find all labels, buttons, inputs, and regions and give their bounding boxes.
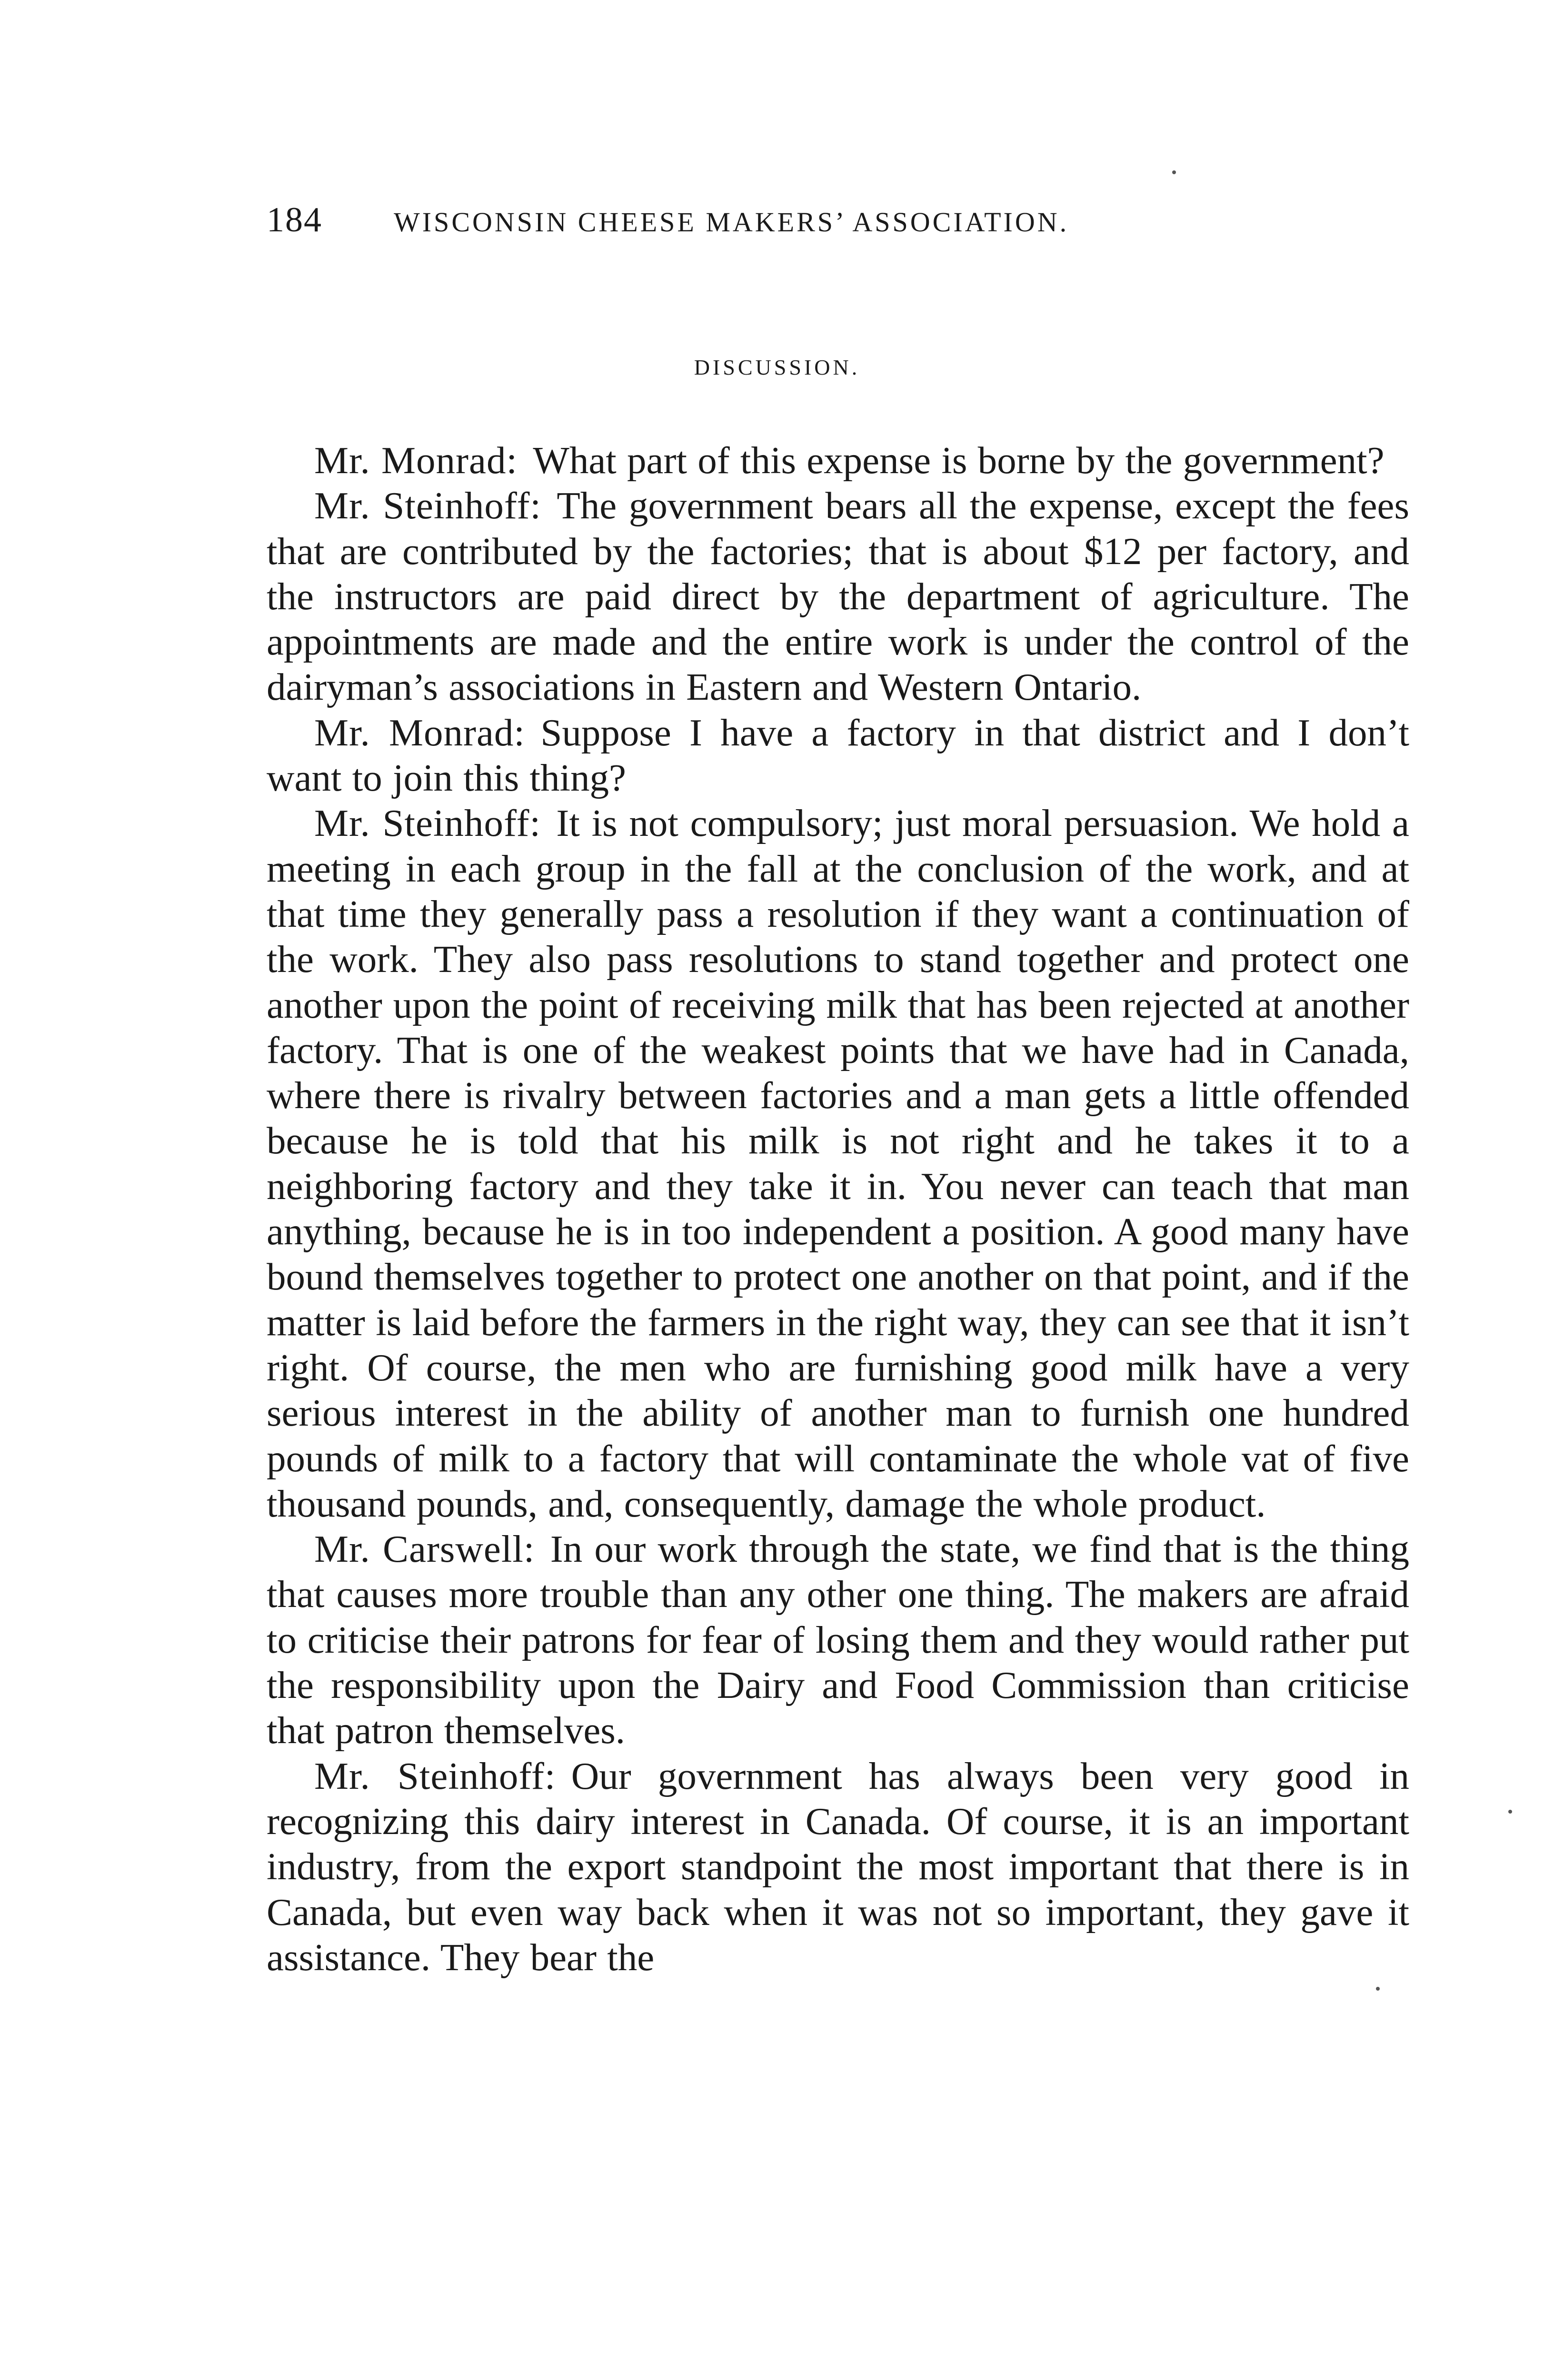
- speech-text: Suppose I have a factory in that district and I don’t want to join this thing?: [267, 711, 1409, 800]
- discussion-paragraph: [267, 438, 1409, 483]
- discussion-paragraph: [267, 1527, 1409, 1753]
- speech-text: It is not compulsory; just moral persuasion. We hold a meeting in each group in the fall at the conclusion of the work, and at that time they generally pass a resolution if they want a continuation of the work. They also pass resolutions to stand together and protect one another upon the point of receiving milk that has been rejected at another factory. That is one of the weakest points that we have had in Canada, where there is rivalry between factories and a man gets a little offended because he is told that his milk is not right and he takes it to a neighboring factory and they take it in. You never can teach that man anything, because he is in too independent a position. A good many have bound themselves together to protect one another on that point, and if the matter is laid before the farmers in the right way, they can see that it isn’t right. Of course, the men who are furnishing good milk have a very serious interest in the ability of another man to furnish one hundred pounds of milk to a factory that will contaminate the whole vat of five thousand pounds, and, consequently, damage the whole product.: [267, 802, 1409, 1525]
- speaker-name: Mr. Carswell:: [314, 1527, 535, 1571]
- speech-text: Our government has always been very good in recognizing this dairy interest in Canada. Of course, it is an important industry, from the export standpoint the most important that there is in Canada, but even way back when it was not so important, they gave it assistance. They bear the: [267, 1754, 1409, 1979]
- speaker-name: Mr. Monrad:: [314, 711, 525, 754]
- discussion-paragraph: [267, 483, 1409, 710]
- speaker-name: Mr. Steinhoff:: [314, 802, 541, 845]
- page-number: 184: [267, 200, 322, 239]
- speaker-name: Mr. Steinhoff:: [314, 484, 541, 527]
- print-speck: [1508, 1810, 1512, 1814]
- section-title: DISCUSSION.: [694, 355, 860, 379]
- running-head: WISCONSIN CHEESE MAKERS’ ASSOCIATION.: [394, 207, 1069, 238]
- discussion-paragraph: [267, 801, 1409, 1527]
- speech-text: The government bears all the expense, except the fees that are contributed by the factories; that is about $12 per factory, and the instructors are paid direct by the department of agriculture. The appointments are made and the entire work is under the control of the dairyman’s associations in Eastern and Western Ontario.: [267, 484, 1409, 709]
- speech-text: In our work through the state, we find that is the thing that causes more trouble than any other one thing. The makers are afraid to criticise their patrons for fear of losing them and they would rather put the responsibility upon the Dairy and Food Commission than criticise that patron themselves.: [267, 1527, 1409, 1752]
- print-speck: [1376, 1987, 1380, 1991]
- speaker-name: Mr. Monrad:: [314, 439, 518, 482]
- discussion-body: [267, 438, 1409, 1980]
- discussion-paragraph: [267, 1754, 1409, 1980]
- speaker-name: Mr. Steinhoff:: [314, 1754, 556, 1797]
- page-header: [267, 200, 1314, 257]
- print-speck: [1172, 170, 1176, 174]
- speech-text: What part of this expense is borne by the government?: [533, 439, 1385, 482]
- discussion-paragraph: [267, 710, 1409, 801]
